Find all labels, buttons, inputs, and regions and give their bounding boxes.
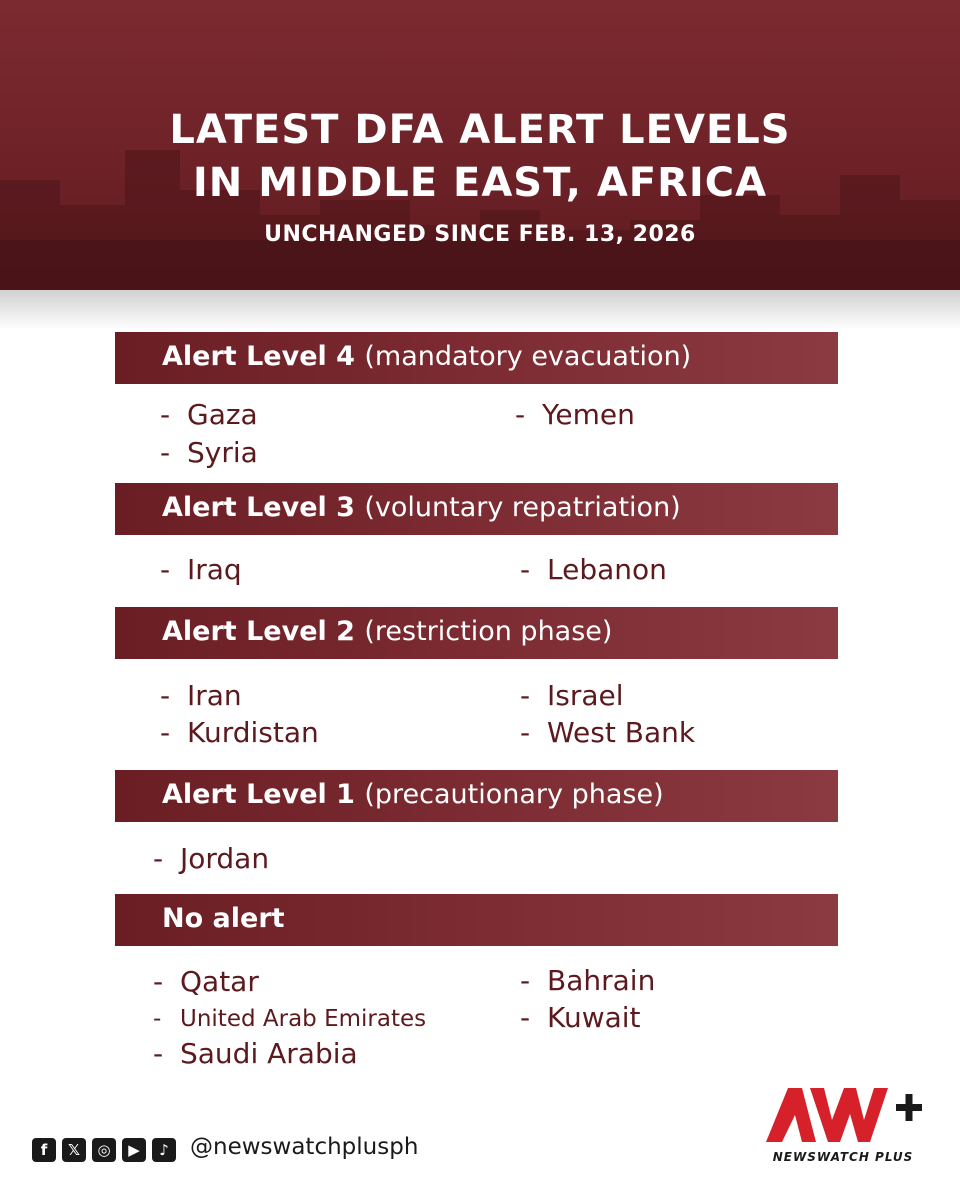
list-item: - Jordan — [153, 842, 270, 875]
list-item: - West Bank — [520, 716, 696, 749]
youtube-icon[interactable]: ▶ — [122, 1138, 146, 1162]
tiktok-icon[interactable]: ♪ — [152, 1138, 176, 1162]
list-item: - Saudi Arabia — [153, 1037, 358, 1070]
header-shadow — [0, 290, 960, 330]
alert-level-label: Alert Level 4 — [162, 341, 355, 372]
alert-level-1-header — [115, 770, 838, 822]
alert-level-detail: (restriction phase) — [364, 616, 613, 647]
social-handle[interactable]: @newswatchplusph — [190, 1134, 419, 1160]
alert-level-3-header — [115, 483, 838, 535]
list-item: - United Arab Emirates — [153, 1006, 427, 1032]
social-icons — [32, 1138, 176, 1166]
list-item: - Kurdistan — [160, 716, 319, 749]
alert-level-4-header — [115, 332, 838, 384]
list-item: - Qatar — [153, 965, 259, 998]
instagram-icon[interactable]: ◎ — [92, 1138, 116, 1162]
page-title-line-2: IN MIDDLE EAST, AFRICA — [192, 160, 768, 206]
header-banner — [0, 0, 960, 290]
page-subtitle: UNCHANGED SINCE FEB. 13, 2026 — [264, 222, 696, 247]
brand-name: NEWSWATCH PLUS — [772, 1150, 914, 1164]
alert-level-detail: (voluntary repatriation) — [364, 492, 681, 523]
list-item: - Kuwait — [520, 1001, 641, 1034]
list-item: - Lebanon — [520, 553, 667, 586]
no-alert-header — [115, 894, 838, 946]
list-item: - Iran — [160, 679, 242, 712]
facebook-icon[interactable]: f — [32, 1138, 56, 1162]
list-item: - Yemen — [515, 398, 635, 431]
alert-level-label: Alert Level 2 — [162, 616, 355, 647]
alert-level-detail: (mandatory evacuation) — [364, 341, 692, 372]
list-item: - Syria — [160, 436, 258, 469]
list-item: - Iraq — [160, 553, 242, 586]
page-title-line-1: LATEST DFA ALERT LEVELS — [169, 107, 791, 153]
alert-level-label: No alert — [162, 903, 285, 934]
alert-level-2-header — [115, 607, 838, 659]
list-item: - Bahrain — [520, 964, 656, 997]
alert-level-label: Alert Level 3 — [162, 492, 355, 523]
list-item: - Israel — [520, 679, 624, 712]
alert-level-label: Alert Level 1 — [162, 779, 355, 810]
list-item: - Gaza — [160, 398, 258, 431]
x-icon[interactable]: 𝕏 — [62, 1138, 86, 1162]
alert-level-detail: (precautionary phase) — [364, 779, 664, 810]
